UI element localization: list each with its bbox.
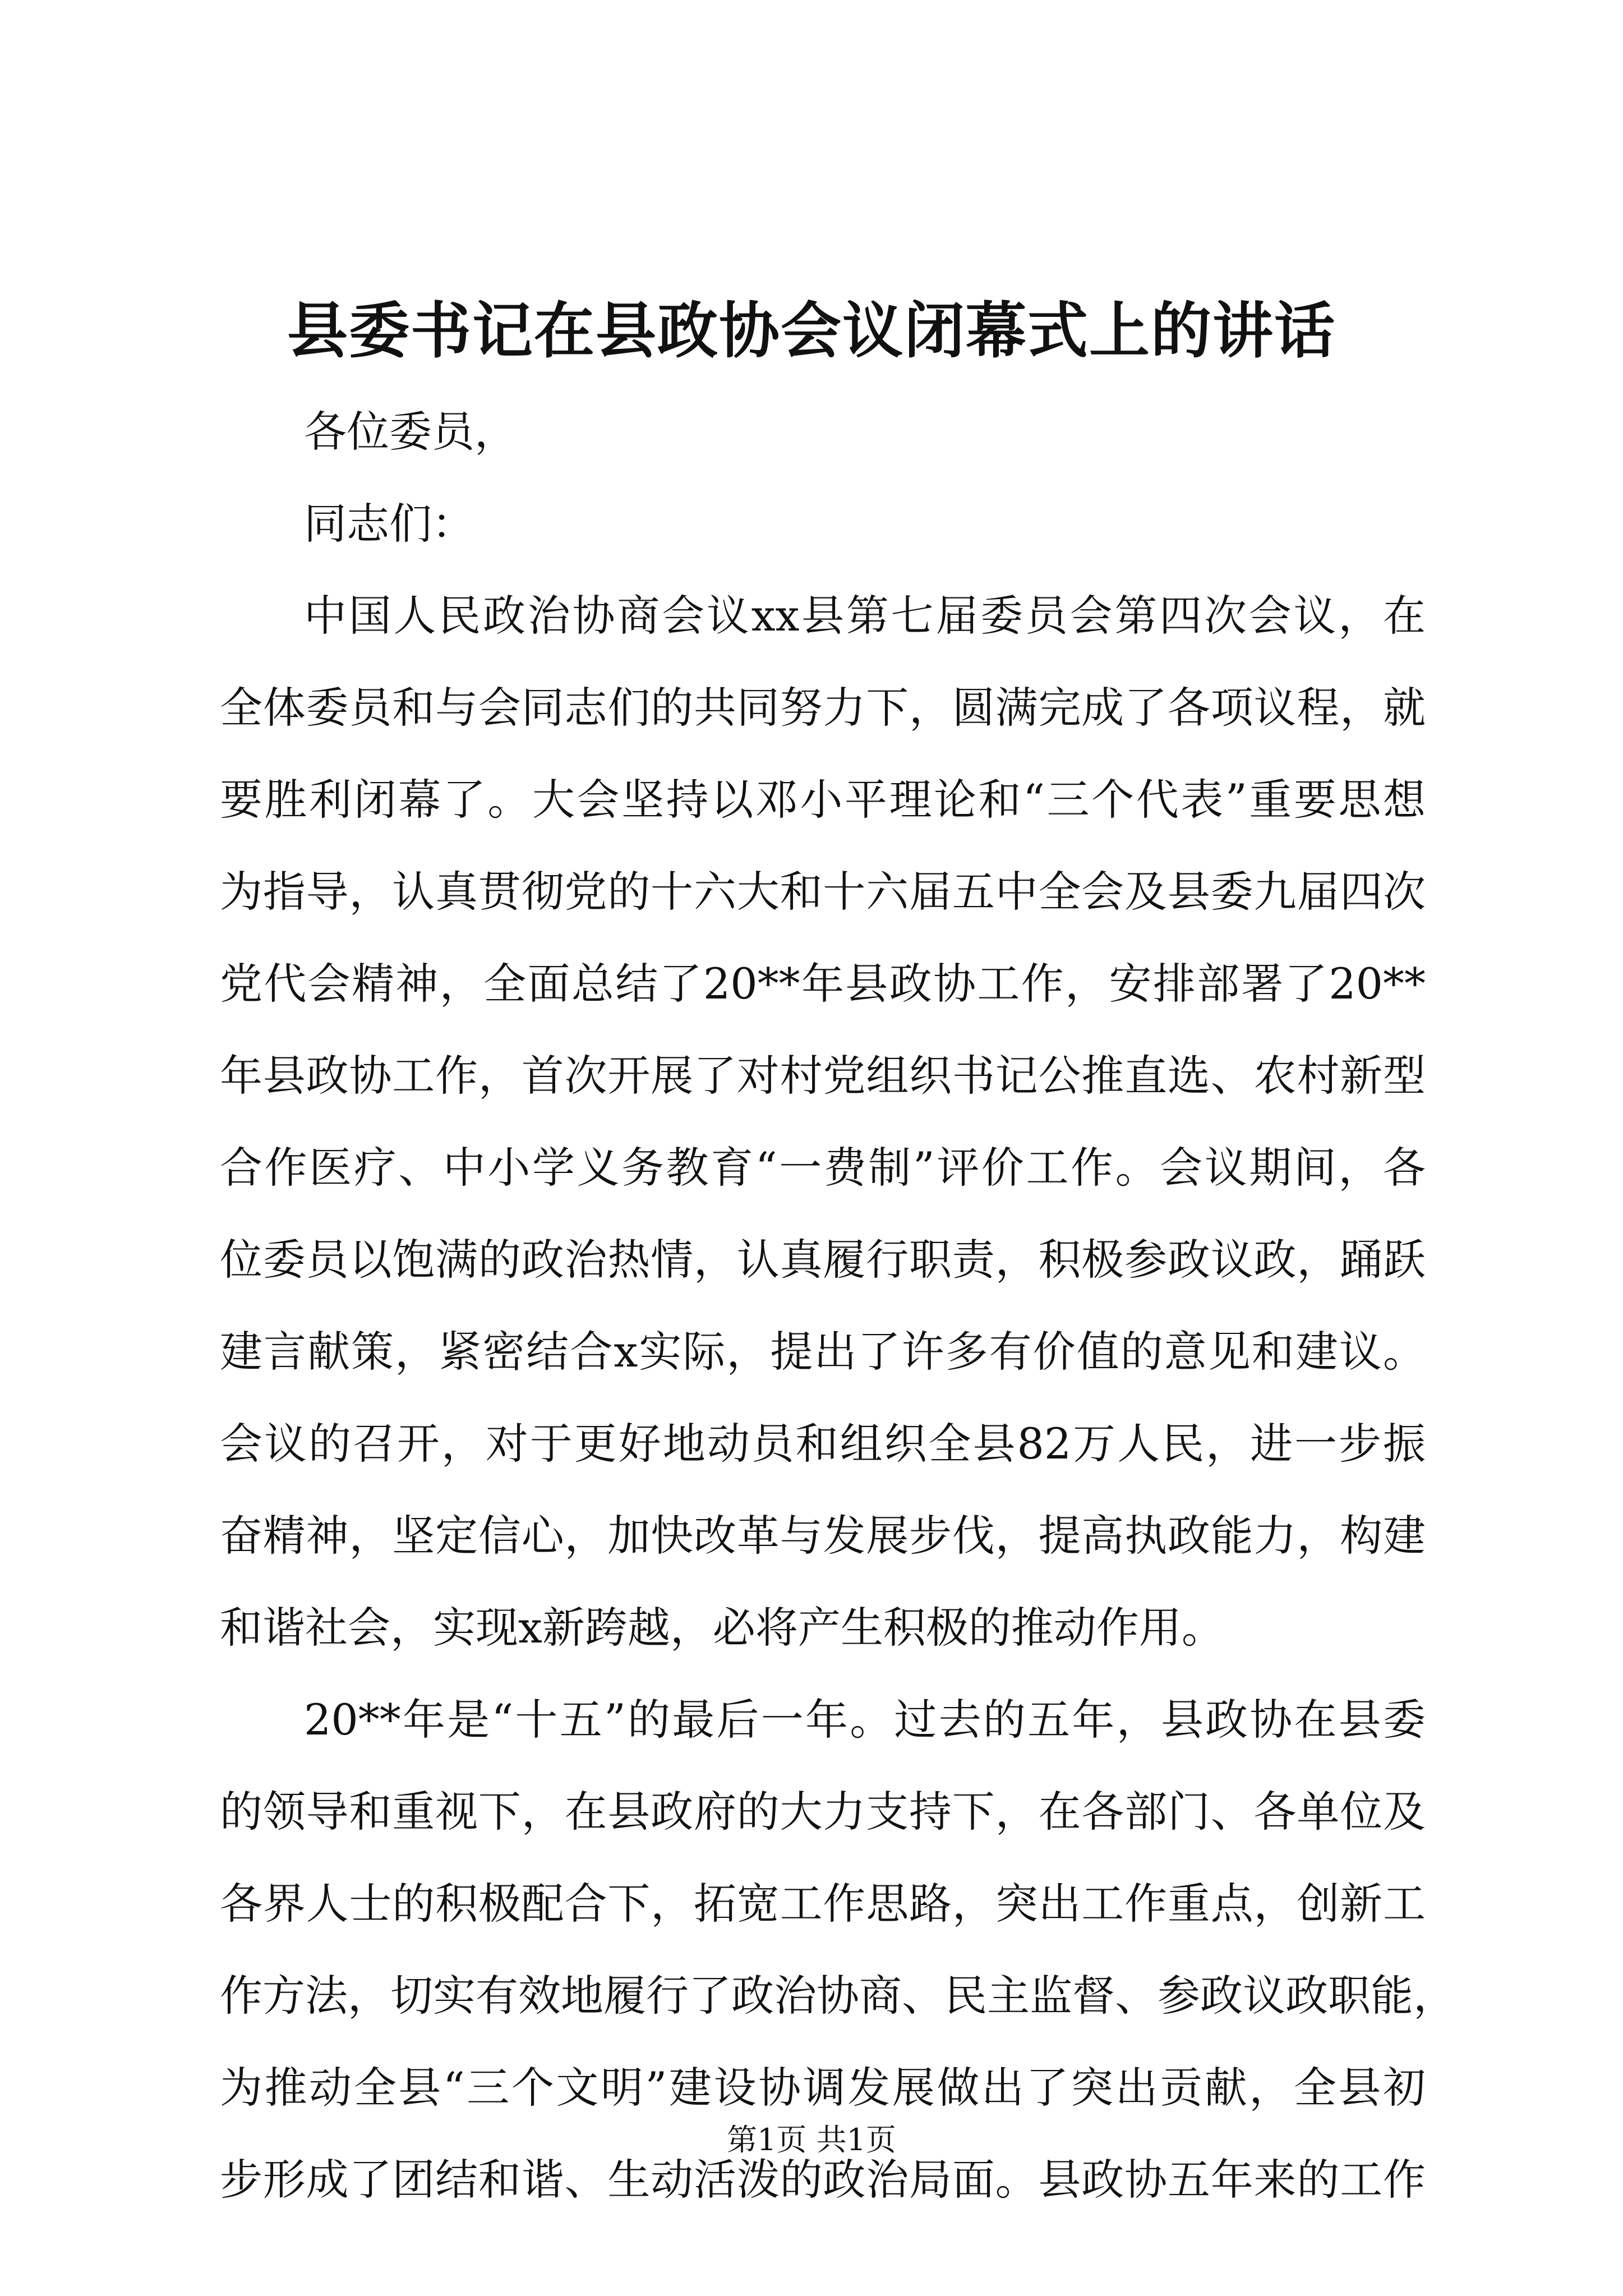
document-body <box>220 386 1456 2226</box>
paragraph-line: 位委员以饱满的政治热情，认真履行职责，积极参政议政，踊跃 <box>220 1235 1426 1285</box>
paragraph-line: 为推动全县“三个文明”建设协调发展做出了突出贡献，全县初 <box>220 2063 1426 2113</box>
paragraph-line: 20**年是“十五”的最后一年。过去的五年，县政协在县委 <box>304 1695 1426 1745</box>
paragraph-line: 中国人民政治协商会议xx县第七届委员会第四次会议，在 <box>304 591 1426 641</box>
paragraph-line: 步形成了团结和谐、生动活泼的政治局面。县政协五年来的工作 <box>220 2155 1426 2205</box>
paragraph-line: 年县政协工作，首次开展了对村党组织书记公推直选、农村新型 <box>220 1051 1426 1101</box>
document-title: 县委书记在县政协会议闭幕式上的讲话 <box>287 296 1336 366</box>
salutation-line: 同志们： <box>304 499 474 549</box>
paragraph-line: 作方法，切实有效地履行了政治协商、民主监督、参政议政职能， <box>220 1971 1456 2021</box>
paragraph-line: 合作医疗、中小学义务教育“一费制”评价工作。会议期间，各 <box>220 1143 1426 1193</box>
paragraph-line: 会议的召开，对于更好地动员和组织全县82万人民，进一步振 <box>220 1419 1426 1469</box>
paragraph-line: 和谐社会，实现x新跨越，必将产生积极的推动作用。 <box>220 1603 1224 1653</box>
paragraph-line: 的领导和重视下，在县政府的大力支持下，在各部门、各单位及 <box>220 1787 1426 1837</box>
paragraph-line: 党代会精神，全面总结了20**年县政协工作，安排部署了20** <box>220 959 1426 1009</box>
paragraph-line: 建言献策，紧密结合x实际，提出了许多有价值的意见和建议。 <box>220 1327 1426 1377</box>
paragraph-line: 各界人士的积极配合下，拓宽工作思路，突出工作重点，创新工 <box>220 1879 1426 1929</box>
paragraph-line: 要胜利闭幕了。大会坚持以邓小平理论和“三个代表”重要思想 <box>220 775 1426 825</box>
salutation-line: 各位委员， <box>304 407 517 457</box>
paragraph-line: 奋精神，坚定信心，加快改革与发展步伐，提高执政能力，构建 <box>220 1511 1426 1561</box>
paragraph-line: 为指导，认真贯彻党的十六大和十六届五中全会及县委九届四次 <box>220 867 1426 917</box>
page-footer: 第1页 共1页 <box>727 2122 896 2157</box>
paragraph-line: 全体委员和与会同志们的共同努力下，圆满完成了各项议程，就 <box>220 683 1426 733</box>
